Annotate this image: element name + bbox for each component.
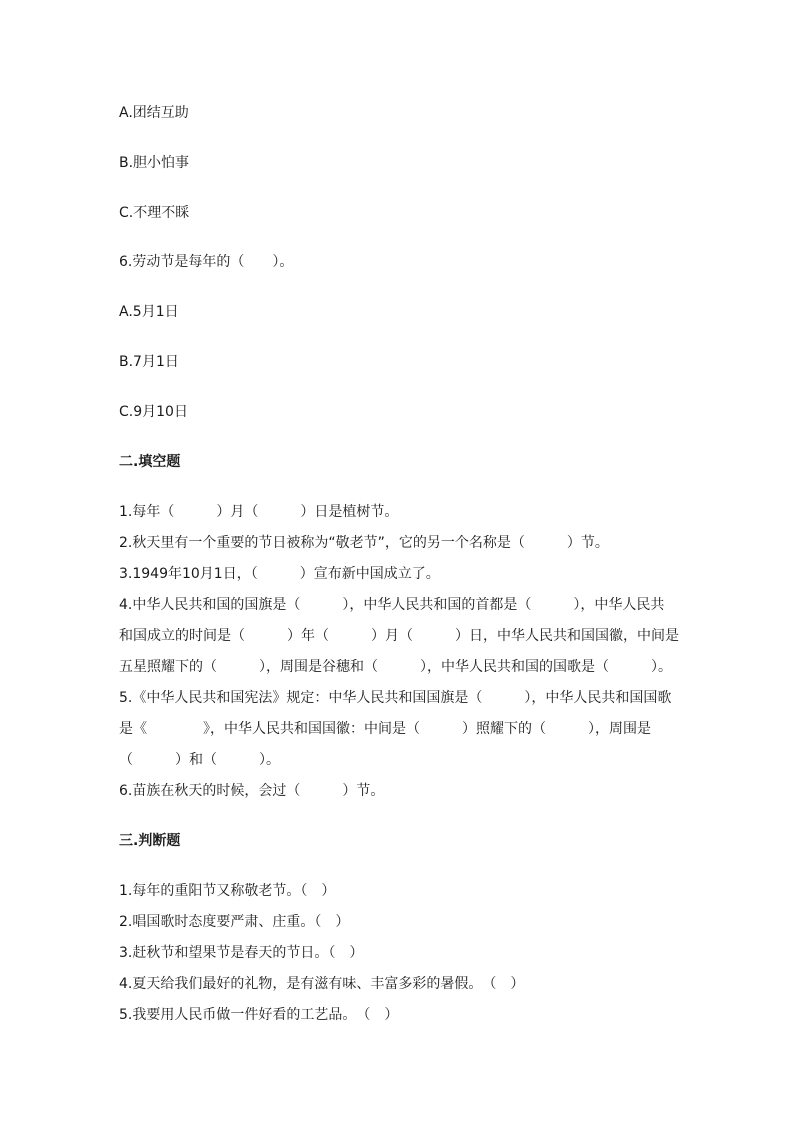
fill-question-1: 1.每年（ ）月（ ）日是植树节。 xyxy=(119,504,399,520)
option-5a: A.团结互助 xyxy=(119,105,189,121)
question-6: 6.劳动节是每年的（ ）。 xyxy=(119,254,294,270)
fill-question-5-line-3: （ ）和（ ）。 xyxy=(119,752,280,768)
section-heading-fill-blank: 二.填空题 xyxy=(119,454,181,470)
option-6c: C.9月10日 xyxy=(119,404,188,420)
fill-question-4-line-2: 和国成立的时间是（ ）年（ ）月（ ）日，中华人民共和国国徽，中间是 xyxy=(119,628,679,644)
option-5b: B.胆小怕事 xyxy=(119,155,190,171)
fill-question-2: 2.秋天里有一个重要的节日被称为“敬老节”，它的另一个名称是（ ）节。 xyxy=(119,535,609,551)
section-heading-true-false: 三.判断题 xyxy=(119,833,181,849)
fill-question-5-line-1: 5.《中华人民共和国宪法》规定：中华人民共和国国旗是（ ），中华人民共和国国歌 xyxy=(119,690,672,706)
tf-question-1: 1.每年的重阳节又称敬老节。（ ） xyxy=(119,883,336,899)
tf-question-2: 2.唱国歌时态度要严肃、庄重。（ ） xyxy=(119,914,350,930)
option-6a: A.5月1日 xyxy=(119,304,179,320)
option-5c: C.不理不睬 xyxy=(119,205,190,221)
fill-question-3: 3.1949年10月1日，（ ）宣布新中国成立了。 xyxy=(119,566,440,582)
fill-question-4-line-1: 4.中华人民共和国的国旗是（ ），中华人民共和国的首都是（ ），中华人民共 xyxy=(119,597,665,613)
tf-question-5: 5.我要用人民币做一件好看的工艺品。 （ ） xyxy=(119,1007,399,1023)
fill-question-6: 6.苗族在秋天的时候，会过（ ）节。 xyxy=(119,783,385,799)
tf-question-4: 4.夏天给我们最好的礼物，是有滋有味、丰富多彩的暑假。 （ ） xyxy=(119,976,525,992)
tf-question-3: 3.赶秋节和望果节是春天的节日。（ ） xyxy=(119,945,364,961)
option-6b: B.7月1日 xyxy=(119,354,179,370)
fill-question-5-line-2: 是《 》，中华人民共和国国徽：中间是（ ）照耀下的（ ），周围是 xyxy=(119,721,651,737)
fill-question-4-line-3: 五星照耀下的（ ），周围是谷穗和（ ），中华人民共和国的国歌是（ ）。 xyxy=(119,659,672,675)
